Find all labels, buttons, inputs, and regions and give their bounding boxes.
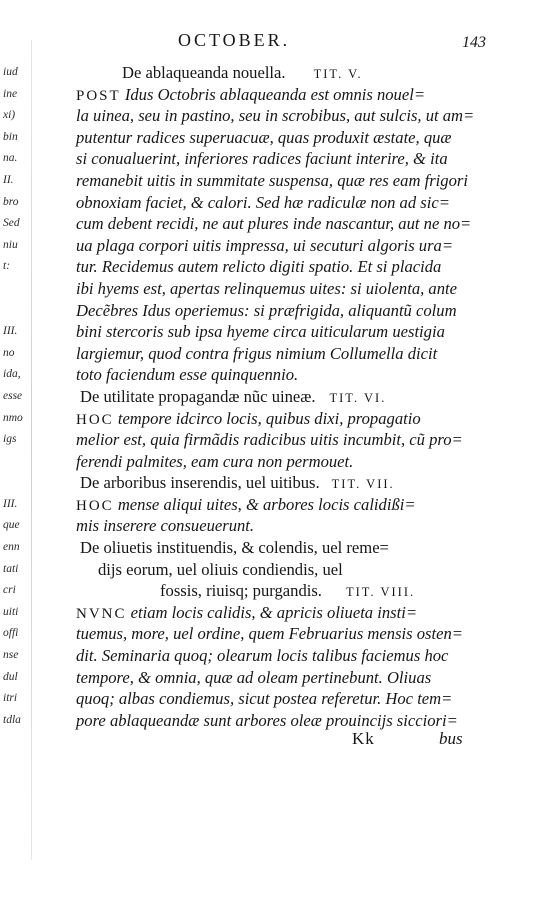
running-head: OCTOBER. [178,30,291,50]
line-text: mense aliqui uites, & arbores locis calidißi= [117,494,416,514]
heading-tit-number: TIT. VIII. [345,585,416,600]
margin-fragment: tati [3,562,19,575]
margin-fragment: uiti [3,605,19,618]
facing-page-margin-fragments [0,62,30,731]
margin-fragment [0,451,30,473]
text-line: obnoxiam faciet, & calori. Sed hæ radiculæ non ad sic= [76,192,450,212]
margin-fragment: ida, [3,368,21,381]
text-line [76,408,466,430]
text-line [76,602,466,624]
margin-fragment: Sed [3,217,20,230]
text-line: tur. Recidemus autem relicto digiti spatio. Et si placida [76,257,442,277]
section-heading-tit-8-line-1: De oliuetis instituendis, & colendis, uel reme= [80,538,389,558]
margin-fragment: nse [3,649,19,662]
text-line: la uinea, seu in pastino, seu in scrobibus, aut sulcis, ut am= [76,106,475,126]
text-line: Decẽbres Idus operiemus: si præfrigida, aliquantũ colum [76,300,457,320]
text-line: ferendi palmites, eam cura non permouet. [76,451,354,471]
section-heading-tit-8-line-2: dijs eorum, uel oliuis condiendis, uel [98,559,343,579]
text-line: pore ablaqueandæ sunt arbores oleæ prouincijs sicciori= [76,710,458,730]
main-text-block [76,62,475,731]
heading-title: De ablaqueanda nouella. [122,63,286,82]
section-heading-tit-6 [76,386,466,408]
text-line [76,494,466,516]
text-line: mis inserere consueuerunt. [76,516,255,536]
text-line: cum debent recidi, ne aut plures inde nascantur, aut ne no= [76,214,472,234]
margin-fragment: t: [3,260,11,273]
margin-fragment [0,278,30,300]
text-line: melior est, quia firmãdis radicibus uitis incumbit, cũ pro= [76,430,463,450]
margin-fragment: niu [3,238,18,251]
text-line: toto faciendum esse quinquennio. [76,365,299,385]
margin-fragment: dul [3,670,18,683]
margin-fragment: enn [3,541,20,554]
line-text: Idus Octobris ablaqueanda est omnis nouel= [124,84,426,104]
margin-fragment: xi) [3,109,16,122]
opening-capitals: HOC [76,411,114,428]
heading-tit-number: TIT. VII. [331,477,395,492]
text-line: ibi hyems est, apertas relinquemus uites: si uiolenta, ante [76,278,457,298]
section-heading-tit-7 [76,472,466,494]
text-line: dit. Seminaria quoq; olearum locis talibus faciemus hoc [76,646,449,666]
heading-tit-number: TIT. VI. [329,390,387,405]
text-line: tuemus, more, uel ordine, quem Februarius mensis osten= [76,624,463,644]
margin-fragment: II. [3,173,14,186]
margin-fragment: esse [3,389,23,402]
text-line: si conualuerint, inferiores radices faciunt interire, & ita [76,149,448,169]
text-line: remanebit uitis in summitate suspensa, quæ res eam frigori [76,170,468,190]
section-heading-tit-8-line-3 [76,580,466,602]
heading-title: fossis, riuisq; purgandis. [160,581,322,601]
opening-capitals: HOC [76,497,114,514]
text-line: quoq; albas condiemus, sicut postea referetur. Hoc tem= [76,689,453,709]
text-line: largiemur, quod contra frigus nimium Collumella dicit [76,343,438,363]
margin-fragment: tdla [3,713,21,726]
margin-fragment: no [3,346,15,359]
margin-fragment: bro [3,195,19,208]
text-line: bini stercoris sub ipsa hyeme circa uiticularum uestigia [76,322,445,342]
margin-fragment: cri [3,584,16,597]
text-line: tempore, & omnia, quæ ad oleam pertinebunt. Oliuas [76,667,432,687]
text-line [76,84,466,106]
heading-title: De utilitate propagandæ nũc uineæ. [80,386,316,406]
margin-fragment [0,472,30,494]
margin-fragment: bin [3,130,18,143]
opening-capitals: NVNC [76,605,127,622]
heading-title: De arboribus inserendis, uel uitibus. [80,473,320,493]
margin-fragment: ine [3,87,18,100]
margin-fragment: III. [3,497,18,510]
line-text: tempore idcirco locis, quibus dixi, propagatio [117,408,421,428]
margin-fragment [0,300,30,322]
heading-tit-number: TIT. V. [313,67,363,81]
margin-fragment: que [3,519,20,532]
margin-fragment: offi [3,627,19,640]
margin-fragment: igs [3,433,17,446]
line-text: etiam locis calidis, & apricis oliueta insti= [130,602,418,622]
text-line: ua plaga corpori uitis impressa, ui secuturi algoris ura= [76,235,454,255]
text-line: putentur radices superuacuæ, quas produxit æstate, quæ [76,127,452,147]
margin-fragment: iud [3,66,18,78]
section-heading-tit-5 [76,62,466,84]
catchword: bus [439,729,463,748]
opening-capitals: POST [76,87,121,104]
signature-mark: Kk [352,729,375,748]
margin-fragment: nmo [3,411,23,424]
margin-fragment: III. [3,325,18,338]
gutter-divider [31,40,32,860]
margin-fragment: na. [3,152,18,165]
margin-fragment: itri [3,692,18,705]
folio-number: 143 [462,34,486,51]
